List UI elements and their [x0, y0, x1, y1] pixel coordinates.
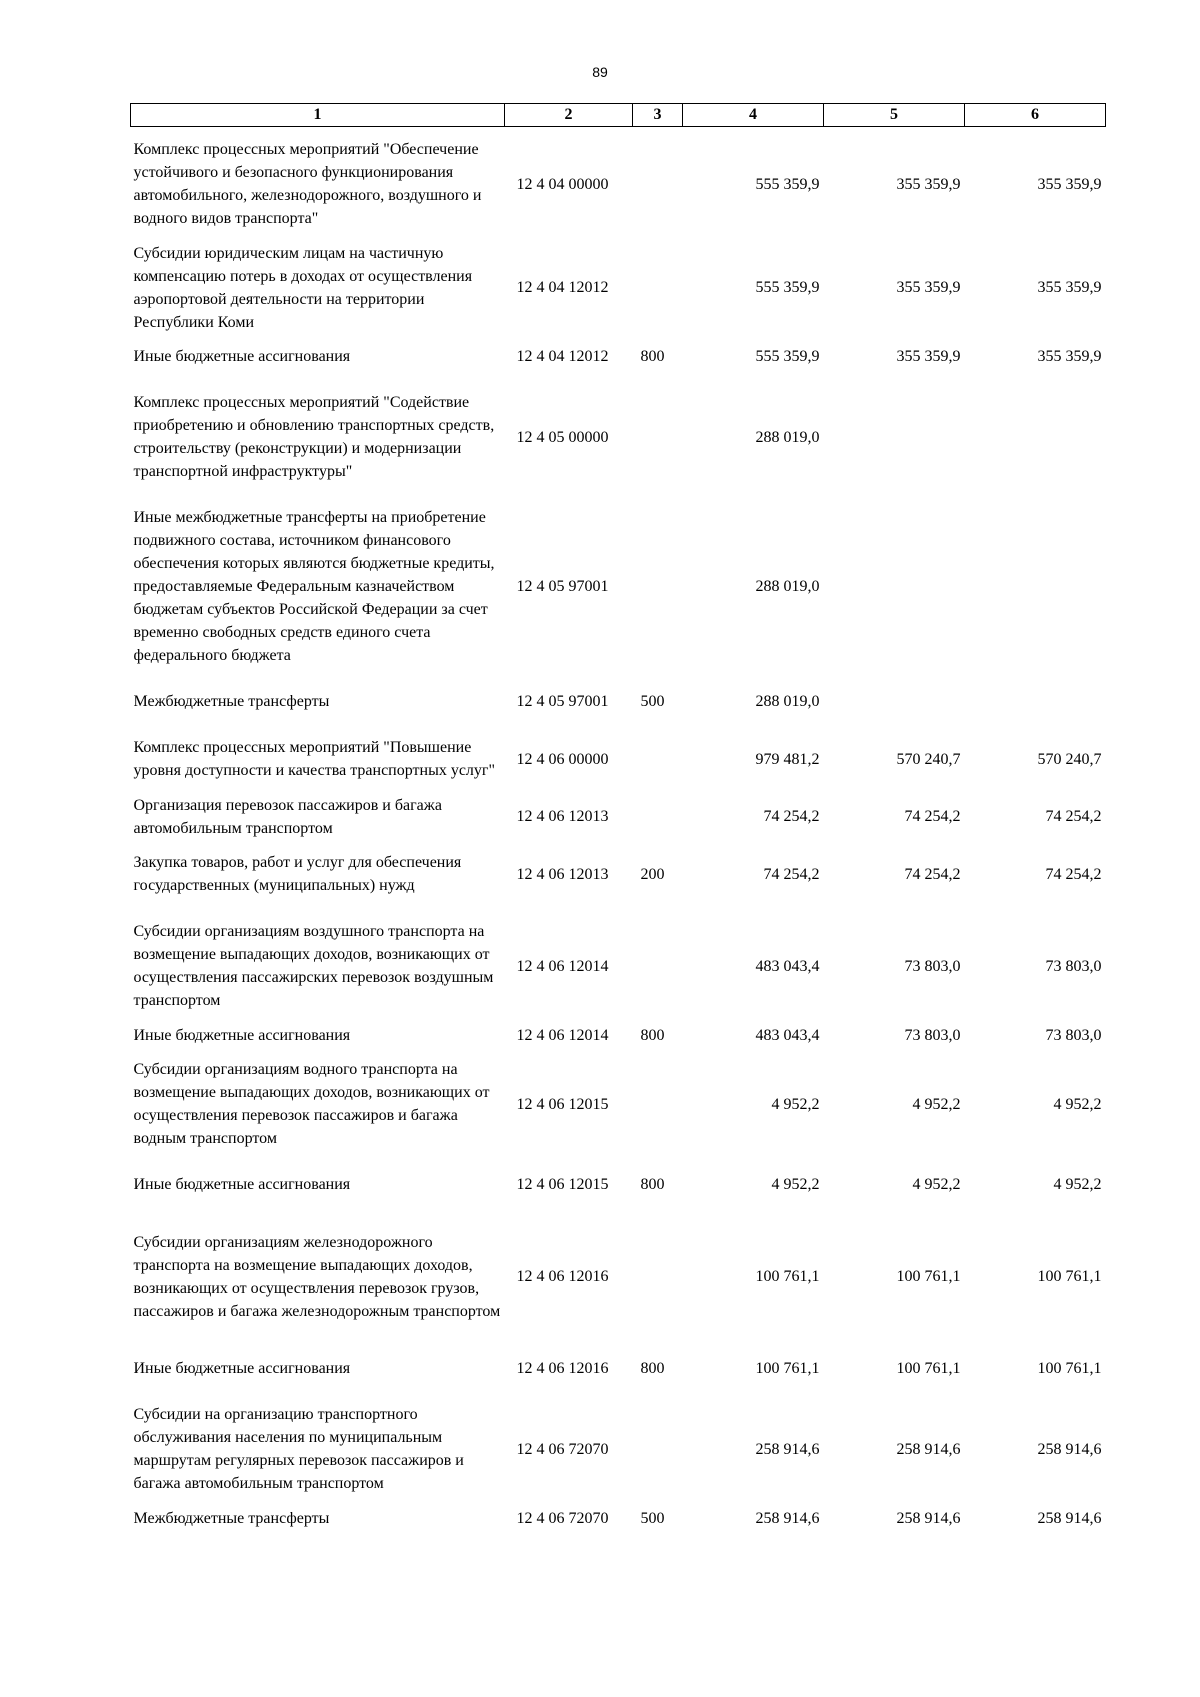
budget-table: [130, 103, 1106, 1530]
row-name: Межбюджетные трансферты: [133, 693, 330, 710]
row-value-5: 4 952,2: [912, 1176, 961, 1193]
row-vr: [633, 1392, 683, 1507]
row-csr: 12 4 05 97001: [516, 578, 609, 595]
row-value-6: 355 359,9: [1037, 279, 1102, 296]
row-value-5: 355 359,9: [896, 348, 961, 365]
row-value-6: 355 359,9: [1037, 348, 1102, 365]
row-value-4: 258 914,6: [755, 1509, 820, 1527]
row-csr: 12 4 06 12015: [516, 1176, 609, 1193]
row-value-5: 74 254,2: [904, 808, 961, 825]
header-col-2: 2: [505, 104, 633, 127]
row-value-4: 100 761,1: [755, 1268, 820, 1285]
header-row: [131, 104, 1106, 127]
row-vr: 800: [640, 1026, 665, 1044]
table-row: [131, 1392, 1106, 1507]
table-row: [131, 127, 1106, 242]
row-value-5: 258 914,6: [896, 1509, 961, 1527]
row-vr: [633, 1208, 683, 1346]
row-value-4: 288 019,0: [755, 693, 820, 710]
row-value-6: 74 254,2: [1045, 808, 1102, 825]
row-value-6: [965, 495, 1106, 679]
row-vr: 800: [640, 348, 665, 365]
row-vr: [633, 380, 683, 495]
row-value-6: 100 761,1: [1037, 1360, 1102, 1377]
row-vr: 200: [640, 865, 665, 883]
row-value-5: 73 803,0: [904, 957, 961, 975]
row-csr: 12 4 06 12016: [516, 1360, 609, 1377]
row-name: Субсидии организациям воздушного транспорта на возмещение выпадающих доходов, возникающих от осуществления пассажирских перевозок воздушным транспортом: [133, 923, 494, 1009]
table-row: [131, 1024, 1106, 1047]
row-name: Субсидии организациям водного транспорта на возмещение выпадающих доходов, возникающих от осуществления перевозок пассажиров и багажа водным транспортом: [133, 1061, 490, 1147]
row-vr: 500: [640, 1509, 665, 1527]
header-col-5: 5: [824, 104, 965, 127]
row-csr: 12 4 06 12014: [516, 957, 609, 975]
row-value-4: 258 914,6: [755, 1440, 820, 1458]
header-col-6: 6: [965, 104, 1106, 127]
row-vr: 800: [640, 1176, 665, 1193]
row-csr: 12 4 04 00000: [516, 175, 609, 193]
row-value-6: 4 952,2: [1053, 1095, 1102, 1113]
row-name: Субсидии юридическим лицам на частичную компенсацию потерь в доходах от осуществления аэропортовой деятельности на территории Республики Коми: [133, 244, 473, 331]
row-value-4: 74 254,2: [763, 865, 820, 883]
row-value-4: 100 761,1: [755, 1360, 820, 1377]
table-row: [131, 1162, 1106, 1208]
row-value-6: 73 803,0: [1045, 957, 1102, 975]
row-value-6: 258 914,6: [1037, 1509, 1102, 1527]
row-value-6: 355 359,9: [1037, 175, 1102, 193]
row-value-5: 355 359,9: [896, 279, 961, 296]
header-col-3: 3: [633, 104, 683, 127]
row-value-6: 258 914,6: [1037, 1440, 1102, 1458]
row-name: Субсидии организациям железнодорожного транспорта на возмещение выпадающих доходов, возникающих от осуществления перевозок грузов, пассажиров и багажа железнодорожным транспортом: [133, 1233, 501, 1320]
table-row: [131, 679, 1106, 725]
row-value-5: 100 761,1: [896, 1360, 961, 1377]
table-row: [131, 909, 1106, 1024]
row-name: Субсидии на организацию транспортного обслуживания населения по муниципальным маршрутам регулярных перевозок пассажиров и багажа автомобильным транспортом: [133, 1406, 464, 1492]
row-value-5: 570 240,7: [896, 750, 961, 768]
table-row: [131, 380, 1106, 495]
row-csr: 12 4 06 72070: [516, 1509, 609, 1527]
row-value-5: [824, 495, 965, 679]
row-vr: [633, 242, 683, 334]
row-csr: 12 4 06 12014: [516, 1026, 609, 1044]
row-name: Иные бюджетные ассигнования: [133, 1026, 351, 1044]
row-csr: 12 4 06 12016: [516, 1268, 609, 1285]
row-name: Комплекс процессных мероприятий "Содействие приобретению и обновлению транспортных средств, строительству (реконструкции) и модернизации транспортной инфраструктуры": [133, 394, 495, 480]
row-value-4: 4 952,2: [771, 1176, 820, 1193]
row-value-4: 555 359,9: [755, 348, 820, 365]
header-col-4: 4: [683, 104, 824, 127]
table-body: [131, 127, 1106, 1530]
table-row: [131, 840, 1106, 909]
row-vr: [633, 794, 683, 840]
table-row: [131, 725, 1106, 794]
table-row: [131, 1208, 1106, 1346]
row-vr: 500: [640, 693, 665, 710]
row-name: Иные бюджетные ассигнования: [133, 1360, 351, 1377]
table-row: [131, 1507, 1106, 1530]
row-value-6: 73 803,0: [1045, 1026, 1102, 1044]
table-row: [131, 334, 1106, 380]
row-name: Иные межбюджетные трансферты на приобретение подвижного состава, источником финансового обеспечения которых являются бюджетные кредиты, предоставляемые Федеральным казначейством бюджетам субъектов Российской Федерации за счет временно свободных средств единого счета федерального бюджета: [133, 509, 495, 664]
row-value-4: 288 019,0: [755, 428, 820, 446]
row-vr: [633, 1047, 683, 1162]
row-value-6: [965, 679, 1106, 725]
row-value-4: 4 952,2: [771, 1095, 820, 1113]
row-value-6: 100 761,1: [1037, 1268, 1102, 1285]
table-row: [131, 495, 1106, 679]
page-number: 89: [592, 64, 608, 80]
row-csr: 12 4 06 00000: [516, 750, 609, 768]
row-value-5: 258 914,6: [896, 1440, 961, 1458]
row-vr: [633, 495, 683, 679]
table-header: [131, 104, 1106, 127]
row-vr: 800: [640, 1360, 665, 1377]
table-row: [131, 794, 1106, 840]
row-name: Закупка товаров, работ и услуг для обеспечения государственных (муниципальных) нужд: [133, 854, 462, 894]
row-csr: 12 4 06 12015: [516, 1095, 609, 1113]
row-csr: 12 4 06 12013: [516, 865, 609, 883]
row-value-4: 979 481,2: [755, 750, 820, 768]
row-value-6: 74 254,2: [1045, 865, 1102, 883]
row-value-4: 288 019,0: [755, 578, 820, 595]
table-row: [131, 1346, 1106, 1392]
row-value-4: 555 359,9: [755, 175, 820, 193]
row-name: Комплекс процессных мероприятий "Повышение уровня доступности и качества транспортных услуг": [133, 739, 496, 779]
row-value-5: 355 359,9: [896, 175, 961, 193]
row-value-5: 100 761,1: [896, 1268, 961, 1285]
row-csr: 12 4 05 97001: [516, 693, 609, 710]
row-value-4: 555 359,9: [755, 279, 820, 296]
row-value-5: 73 803,0: [904, 1026, 961, 1044]
row-csr: 12 4 04 12012: [516, 348, 609, 365]
row-vr: [633, 725, 683, 794]
row-csr: 12 4 06 12013: [516, 808, 609, 825]
table-row: [131, 242, 1106, 334]
row-value-4: 74 254,2: [763, 808, 820, 825]
row-csr: 12 4 06 72070: [516, 1440, 609, 1458]
row-value-5: [824, 380, 965, 495]
row-vr: [633, 127, 683, 242]
row-name: Организация перевозок пассажиров и багажа автомобильным транспортом: [133, 796, 442, 837]
row-csr: 12 4 04 12012: [516, 279, 609, 296]
row-value-5: 4 952,2: [912, 1095, 961, 1113]
row-value-6: 4 952,2: [1053, 1176, 1102, 1193]
table-row: [131, 1047, 1106, 1162]
row-value-4: 483 043,4: [755, 1026, 820, 1044]
row-value-6: [965, 380, 1106, 495]
row-name: Иные бюджетные ассигнования: [133, 1176, 351, 1193]
row-name: Межбюджетные трансферты: [133, 1509, 330, 1527]
row-value-6: 570 240,7: [1037, 750, 1102, 768]
row-value-4: 483 043,4: [755, 957, 820, 975]
header-col-1: 1: [131, 104, 505, 127]
row-value-5: 74 254,2: [904, 865, 961, 883]
row-csr: 12 4 05 00000: [516, 428, 609, 446]
row-name: Иные бюджетные ассигнования: [133, 348, 351, 365]
row-name: Комплекс процессных мероприятий "Обеспечение устойчивого и безопасного функционирования автомобильного, железнодорожного, воздушного и водного видов транспорта": [133, 141, 482, 228]
row-vr: [633, 909, 683, 1024]
row-value-5: [824, 679, 965, 725]
